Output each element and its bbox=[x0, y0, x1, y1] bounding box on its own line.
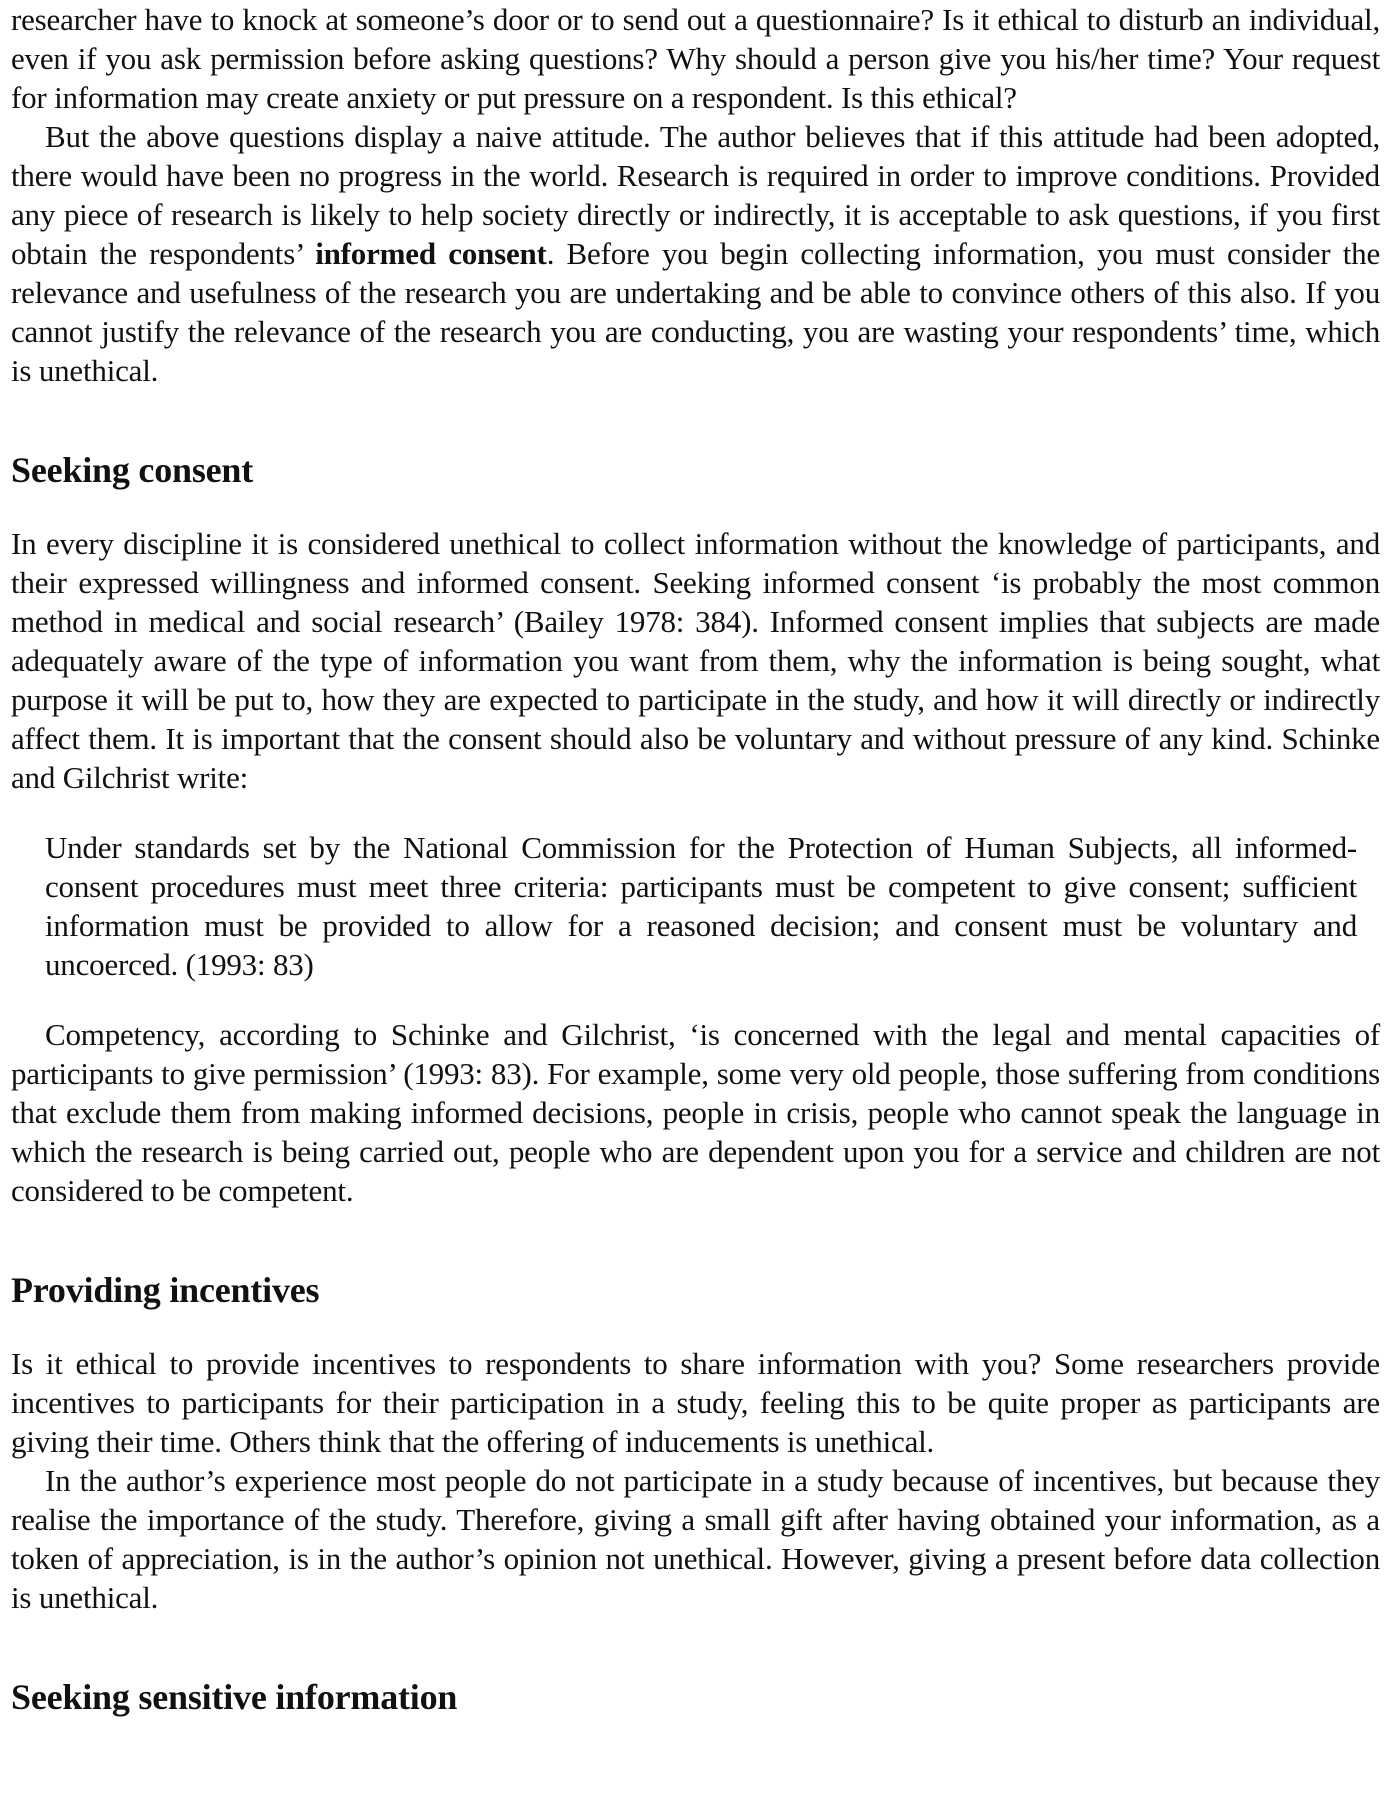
key-term-informed-consent: informed consent bbox=[315, 236, 547, 271]
intro-paragraph-continuation: researcher have to knock at someone’s door or to send out a questionnaire? Is it ethical to disturb an individual, even if you ask permission before asking questions? Why should a person give you his/her time? Your request for information may create anxiety or put pressure on a respondent. Is this ethical? bbox=[11, 2, 1380, 115]
spacer bbox=[11, 492, 1380, 524]
intro-paragraph-naive-attitude bbox=[11, 117, 1380, 390]
section-heading-seeking-sensitive-information: Seeking sensitive information bbox=[11, 1677, 458, 1717]
spacer bbox=[11, 1617, 1380, 1675]
incentives-paragraph-1: Is it ethical to provide incentives to respondents to share information with you? Some researchers provide incentives to participants for their participation in a study, feeling this to be quite proper as participants are giving their time. Others think that the offering of inducements is unethical. bbox=[11, 1346, 1380, 1459]
spacer bbox=[11, 797, 1380, 828]
section-heading-seeking-consent: Seeking consent bbox=[11, 450, 254, 490]
block-quote-schinke-gilchrist: Under standards set by the National Commission for the Protection of Human Subjects, all informed-consent procedures must meet three criteria: participants must be competent to give consent; sufficient information must be provided to allow for a reasoned decision; and consent must be voluntary and uncoerced. (1993: 83) bbox=[45, 830, 1357, 982]
incentives-paragraph-2: In the author’s experience most people do not participate in a study because of incentives, but because they realise the importance of the study. Therefore, giving a small gift after having obtained your information, as a token of appreciation, is in the author’s opinion not unethical. However, giving a present before data collection is unethical. bbox=[11, 1463, 1380, 1615]
section-heading-providing-incentives: Providing incentives bbox=[11, 1270, 320, 1310]
spacer bbox=[11, 1312, 1380, 1344]
spacer bbox=[11, 390, 1380, 448]
intro-text-after-term: . Before you begin collecting information, you must consider the relevance and usefulness of the research you are undertaking and be able to convince others of this also. If you cannot justify the relevance of the research you are conducting, you are wasting your respondents’ time, which is unethical. bbox=[11, 236, 1380, 388]
competency-paragraph: Competency, according to Schinke and Gilchrist, ‘is concerned with the legal and mental capacities of participants to give permission’ (1993: 83). For example, some very old people, those suffering from conditions that exclude them from making informed decisions, people in crisis, people who cannot speak the language in which the research is being carried out, people who are dependent upon you for a service and children are not considered to be competent. bbox=[11, 1017, 1380, 1208]
seeking-consent-paragraph: In every discipline it is considered unethical to collect information without the knowledge of participants, and their expressed willingness and informed consent. Seeking informed consent ‘is probably the most common method in medical and social research’ (Bailey 1978: 384). Informed consent implies that subjects are made adequately aware of the type of information you want from them, why the information is being sought, what purpose it will be put to, how they are expected to participate in the study, and how it will directly or indirectly affect them. It is important that the consent should also be voluntary and without pressure of any kind. Schinke and Gilchrist write: bbox=[11, 526, 1380, 795]
spacer bbox=[11, 984, 1380, 1015]
spacer bbox=[11, 1210, 1380, 1268]
intro-text-before-term: But the above questions display a naive attitude. The author believes that if this attitude had been adopted, there would have been no progress in the world. Research is required in order to improve conditions. Provided any piece of research is likely to help society directly or indirectly, it is acceptable to ask questions, if you first obtain the respondents’ bbox=[11, 119, 1380, 271]
document-page bbox=[11, 0, 1380, 1719]
